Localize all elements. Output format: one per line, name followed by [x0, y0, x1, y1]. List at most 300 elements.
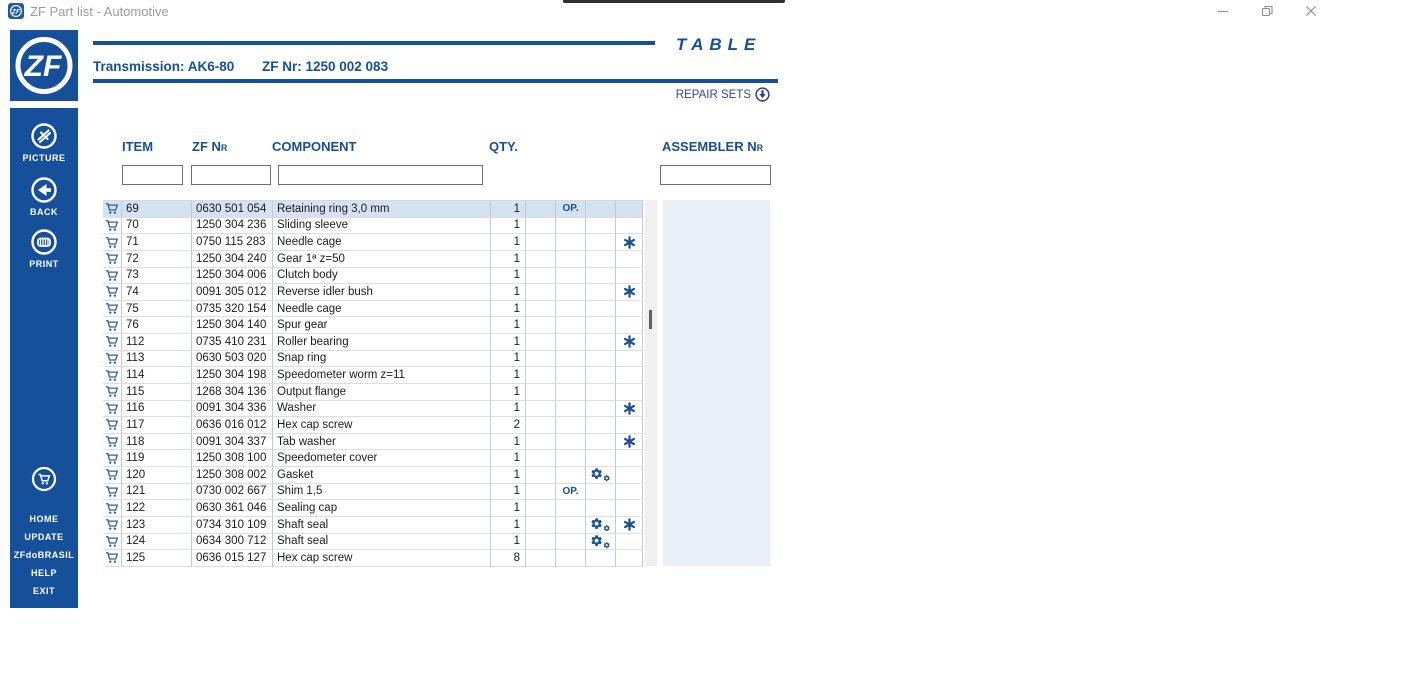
cart-icon[interactable]: [105, 551, 119, 564]
gears-icon: [590, 534, 612, 549]
item-filter-input[interactable]: [122, 165, 183, 185]
cell-op: [555, 218, 585, 235]
sidebar-link-zfdobrasil[interactable]: ZFdoBRASIL: [13, 550, 75, 560]
minimize-button[interactable]: [1206, 0, 1240, 22]
table-row[interactable]: [103, 434, 644, 451]
cell-op: [555, 268, 585, 285]
cell-gears: [585, 500, 615, 517]
cell-qty: 1: [490, 301, 525, 318]
table-row[interactable]: [103, 317, 644, 334]
cart-icon[interactable]: [105, 352, 119, 365]
cell-op: [555, 550, 585, 567]
cell-cart: [103, 301, 121, 318]
cart-icon[interactable]: [105, 285, 119, 298]
cell-item: 71: [121, 234, 191, 251]
gearbox-parts-icon: [30, 122, 58, 150]
cell-zf-nr: 0091 305 012: [191, 284, 272, 301]
cell-asterisk: [615, 384, 643, 401]
restore-button[interactable]: [1250, 0, 1284, 22]
cell-asterisk: [615, 517, 643, 534]
cell-component: Retaining ring 3,0 mm: [272, 201, 490, 218]
column-header-item: ITEM: [122, 139, 154, 154]
cell-cart: [103, 268, 121, 285]
cart-icon[interactable]: [105, 468, 119, 481]
zf-logo: [10, 30, 78, 101]
cart-icon[interactable]: [105, 202, 119, 215]
table-row[interactable]: [103, 534, 644, 551]
header-rule-top: [93, 41, 655, 45]
minimize-icon: [1217, 5, 1229, 17]
cart-icon[interactable]: [105, 485, 119, 498]
cell-cart: [103, 334, 121, 351]
cell-zf-nr: 0734 310 109: [191, 517, 272, 534]
cell-op: [555, 434, 585, 451]
transmission-label: Transmission: AK6-80: [93, 59, 235, 74]
column-header-zf-nr: ZF Nr: [192, 139, 228, 154]
assembler-column-panel: [663, 200, 770, 566]
cart-icon[interactable]: [105, 535, 119, 548]
cell-zf-nr: 1268 304 136: [191, 384, 272, 401]
asterisk-icon: [623, 435, 636, 448]
asterisk-icon: [623, 518, 636, 531]
asterisk-icon: [623, 402, 636, 415]
cell-gears: [585, 284, 615, 301]
zf-nr-filter-input[interactable]: [191, 165, 271, 185]
cell-qty: 1: [490, 284, 525, 301]
cell-asterisk: [615, 434, 643, 451]
cart-icon[interactable]: [105, 452, 119, 465]
cell-gears: [585, 450, 615, 467]
cart-icon[interactable]: [105, 236, 119, 249]
cell-qty: 2: [490, 417, 525, 434]
cell-zf-nr: 1250 304 236: [191, 218, 272, 235]
down-arrow-circle-icon: [755, 87, 770, 102]
cell-zf-nr: 1250 308 100: [191, 450, 272, 467]
cell-blank: [525, 251, 555, 268]
cell-qty: 1: [490, 367, 525, 384]
cell-blank: [525, 367, 555, 384]
cell-op: [555, 500, 585, 517]
cell-zf-nr: 1250 304 240: [191, 251, 272, 268]
asterisk-icon: [623, 236, 636, 249]
cell-component: Snap ring: [272, 351, 490, 368]
cart-icon[interactable]: [105, 518, 119, 531]
cell-zf-nr: 0730 002 667: [191, 484, 272, 501]
cell-component: Needle cage: [272, 301, 490, 318]
cart-icon[interactable]: [105, 385, 119, 398]
table-row[interactable]: [103, 550, 644, 567]
cart-icon[interactable]: [105, 402, 119, 415]
cell-cart: [103, 218, 121, 235]
cell-gears: [585, 268, 615, 285]
repair-sets-label: REPAIR SETS: [675, 88, 751, 101]
cell-op: [555, 251, 585, 268]
cell-gears: [585, 251, 615, 268]
cell-blank: [525, 500, 555, 517]
cell-blank: [525, 517, 555, 534]
column-header-assembler-nr: ASSEMBLER Nr: [662, 139, 764, 154]
cell-asterisk: [615, 351, 643, 368]
cell-component: Clutch body: [272, 268, 490, 285]
cell-qty: 1: [490, 517, 525, 534]
cell-zf-nr: 0735 410 231: [191, 334, 272, 351]
cell-qty: 1: [490, 234, 525, 251]
gears-icon: [590, 517, 612, 532]
cell-op: [555, 401, 585, 418]
cell-cart: [103, 201, 121, 218]
cell-item: 122: [121, 500, 191, 517]
cell-component: Washer: [272, 401, 490, 418]
cell-cart: [103, 401, 121, 418]
back-label: BACK: [30, 207, 58, 217]
cell-gears: [585, 301, 615, 318]
table-row[interactable]: [103, 500, 644, 517]
cell-qty: 1: [490, 500, 525, 517]
table-scrollbar: [645, 200, 657, 566]
cell-qty: 1: [490, 484, 525, 501]
cell-op: [555, 384, 585, 401]
cell-blank: [525, 550, 555, 567]
cell-zf-nr: 1250 304 198: [191, 367, 272, 384]
svg-text:ZF: ZF: [12, 8, 20, 16]
cell-blank: [525, 284, 555, 301]
cell-gears: [585, 401, 615, 418]
cell-asterisk: [615, 284, 643, 301]
cell-component: Sliding sleeve: [272, 218, 490, 235]
cell-blank: [525, 218, 555, 235]
cell-zf-nr: 0634 300 712: [191, 534, 272, 551]
cell-blank: [525, 434, 555, 451]
gears-icon: [590, 467, 612, 482]
cell-op: [555, 450, 585, 467]
cell-op: [555, 284, 585, 301]
cell-blank: [525, 317, 555, 334]
cell-gears: [585, 550, 615, 567]
cell-op: OP.: [555, 484, 585, 501]
cell-op: [555, 334, 585, 351]
cell-item: 72: [121, 251, 191, 268]
cell-cart: [103, 317, 121, 334]
cell-asterisk: [615, 484, 643, 501]
cell-op: [555, 367, 585, 384]
cell-gears: [585, 534, 615, 551]
cell-op: [555, 317, 585, 334]
cell-component: Needle cage: [272, 234, 490, 251]
sidebar-link-home[interactable]: HOME: [29, 514, 59, 524]
table-row[interactable]: [103, 467, 644, 484]
cell-asterisk: [615, 401, 643, 418]
cell-zf-nr: 0630 501 054: [191, 201, 272, 218]
cell-component: Spur gear: [272, 317, 490, 334]
cell-gears: [585, 434, 615, 451]
table-row[interactable]: [103, 301, 644, 318]
table-row[interactable]: [103, 450, 644, 467]
cell-asterisk: [615, 467, 643, 484]
cell-cart: [103, 417, 121, 434]
cell-op: [555, 534, 585, 551]
cell-gears: [585, 467, 615, 484]
table-row[interactable]: [103, 351, 644, 368]
cell-cart: [103, 517, 121, 534]
cell-op: [555, 467, 585, 484]
cell-component: Sealing cap: [272, 500, 490, 517]
cell-cart: [103, 550, 121, 567]
cell-gears: [585, 218, 615, 235]
cell-asterisk: [615, 500, 643, 517]
cell-zf-nr: 0636 015 127: [191, 550, 272, 567]
cell-zf-nr: 1250 304 140: [191, 317, 272, 334]
cell-cart: [103, 534, 121, 551]
cell-gears: [585, 517, 615, 534]
picture-label: PICTURE: [22, 153, 66, 163]
cell-op: [555, 517, 585, 534]
cell-gears: [585, 317, 615, 334]
cell-zf-nr: 0735 320 154: [191, 301, 272, 318]
close-button[interactable]: [1294, 0, 1328, 22]
cell-item: 73: [121, 268, 191, 285]
cell-zf-nr: 1250 304 006: [191, 268, 272, 285]
cell-component: Roller bearing: [272, 334, 490, 351]
assembler-filter-input[interactable]: [660, 165, 771, 185]
cell-item: 113: [121, 351, 191, 368]
cart-icon[interactable]: [105, 219, 119, 232]
print-label: PRINT: [29, 259, 59, 269]
cell-component: Speedometer cover: [272, 450, 490, 467]
restore-icon: [1261, 5, 1273, 17]
cell-cart: [103, 251, 121, 268]
cell-asterisk: [615, 234, 643, 251]
sidebar-link-help[interactable]: HELP: [30, 568, 57, 578]
cell-item: 121: [121, 484, 191, 501]
asterisk-icon: [623, 285, 636, 298]
cell-item: 115: [121, 384, 191, 401]
cell-gears: [585, 334, 615, 351]
repair-sets-button[interactable]: [93, 87, 770, 102]
sidebar: [10, 108, 78, 608]
cell-item: 76: [121, 317, 191, 334]
cell-blank: [525, 301, 555, 318]
table-row[interactable]: [103, 234, 644, 251]
table-row[interactable]: [103, 334, 644, 351]
cell-blank: [525, 450, 555, 467]
cell-item: 117: [121, 417, 191, 434]
cell-qty: 1: [490, 218, 525, 235]
cell-blank: [525, 201, 555, 218]
cell-asterisk: [615, 534, 643, 551]
cell-gears: [585, 351, 615, 368]
cell-cart: [103, 484, 121, 501]
cart-icon[interactable]: [105, 269, 119, 282]
cell-cart: [103, 367, 121, 384]
cart-icon[interactable]: [105, 369, 119, 382]
cell-asterisk: [615, 550, 643, 567]
cell-item: 75: [121, 301, 191, 318]
cell-blank: [525, 401, 555, 418]
cell-component: Output flange: [272, 384, 490, 401]
cell-component: Reverse idler bush: [272, 284, 490, 301]
cell-cart: [103, 450, 121, 467]
picture-button[interactable]: [10, 122, 78, 163]
cell-component: Shim 1,5: [272, 484, 490, 501]
sidebar-link-update[interactable]: UPDATE: [24, 532, 64, 542]
cell-gears: [585, 417, 615, 434]
cell-gears: [585, 234, 615, 251]
zf-nr-label: ZF Nr: 1250 002 083: [262, 59, 389, 74]
close-icon: [1305, 5, 1317, 17]
cell-qty: 1: [490, 268, 525, 285]
cell-asterisk: [615, 450, 643, 467]
cell-cart: [103, 351, 121, 368]
cell-asterisk: [615, 317, 643, 334]
cell-cart: [103, 284, 121, 301]
cell-item: 118: [121, 434, 191, 451]
cell-cart: [103, 434, 121, 451]
printer-icon: [30, 228, 58, 256]
cell-cart: [103, 234, 121, 251]
cell-qty: 1: [490, 317, 525, 334]
screen-top-artifact: [563, 0, 785, 3]
component-filter-input[interactable]: [278, 165, 483, 185]
cart-icon[interactable]: [105, 418, 119, 431]
sidebar-link-exit[interactable]: EXIT: [32, 586, 55, 596]
table-row[interactable]: [103, 218, 644, 235]
table-row[interactable]: [103, 251, 644, 268]
cell-component: Shaft seal: [272, 517, 490, 534]
cell-qty: 1: [490, 534, 525, 551]
print-button[interactable]: [10, 228, 78, 269]
cell-asterisk: [615, 201, 643, 218]
table-row[interactable]: [103, 201, 644, 218]
cell-qty: 1: [490, 384, 525, 401]
table-row[interactable]: [103, 417, 644, 434]
cell-zf-nr: 0630 361 046: [191, 500, 272, 517]
table-row[interactable]: [103, 367, 644, 384]
cell-item: 112: [121, 334, 191, 351]
cell-blank: [525, 467, 555, 484]
table-row[interactable]: [103, 268, 644, 285]
cell-asterisk: [615, 367, 643, 384]
cart-button[interactable]: [10, 466, 78, 492]
cell-cart: [103, 384, 121, 401]
cart-icon[interactable]: [105, 302, 119, 315]
cell-blank: [525, 334, 555, 351]
window-title: ZF Part list - Automotive: [30, 4, 169, 19]
cell-blank: [525, 384, 555, 401]
table-row[interactable]: [103, 384, 644, 401]
cell-zf-nr: 0636 016 012: [191, 417, 272, 434]
column-header-component: COMPONENT: [272, 139, 357, 154]
cell-item: 119: [121, 450, 191, 467]
cell-cart: [103, 500, 121, 517]
header-rule-bottom: [93, 79, 778, 83]
cell-component: Tab washer: [272, 434, 490, 451]
cell-item: 120: [121, 467, 191, 484]
cell-component: Shaft seal: [272, 534, 490, 551]
cell-asterisk: [615, 301, 643, 318]
cell-item: 125: [121, 550, 191, 567]
cell-component: Hex cap screw: [272, 417, 490, 434]
cell-zf-nr: 0750 115 283: [191, 234, 272, 251]
sidebar-links: [10, 510, 78, 600]
cell-component: Hex cap screw: [272, 550, 490, 567]
cart-icon[interactable]: [105, 435, 119, 448]
cell-item: 116: [121, 401, 191, 418]
cell-qty: 1: [490, 351, 525, 368]
cell-asterisk: [615, 218, 643, 235]
cell-op: [555, 301, 585, 318]
svg-text:ZF: ZF: [24, 50, 62, 83]
cell-blank: [525, 417, 555, 434]
table-row[interactable]: [103, 401, 644, 418]
table-row[interactable]: [103, 484, 644, 501]
cell-gears: [585, 367, 615, 384]
cell-zf-nr: 0630 503 020: [191, 351, 272, 368]
cell-gears: [585, 201, 615, 218]
cart-icon[interactable]: [105, 252, 119, 265]
cell-qty: 1: [490, 251, 525, 268]
cell-qty: 1: [490, 334, 525, 351]
asterisk-icon: [623, 335, 636, 348]
cell-qty: 8: [490, 550, 525, 567]
cell-zf-nr: 1250 308 002: [191, 467, 272, 484]
cell-qty: 1: [490, 467, 525, 484]
cell-gears: [585, 484, 615, 501]
cell-blank: [525, 268, 555, 285]
cell-qty: 1: [490, 401, 525, 418]
cell-qty: 1: [490, 201, 525, 218]
cell-cart: [103, 467, 121, 484]
cell-blank: [525, 351, 555, 368]
cell-asterisk: [615, 334, 643, 351]
table-row[interactable]: [103, 517, 644, 534]
column-header-qty: QTY.: [489, 139, 518, 154]
cell-item: 74: [121, 284, 191, 301]
cell-item: 114: [121, 367, 191, 384]
cell-blank: [525, 234, 555, 251]
cell-item: 123: [121, 517, 191, 534]
back-arrow-icon: [30, 176, 58, 204]
view-label: TABLE: [676, 35, 762, 54]
cell-zf-nr: 0091 304 337: [191, 434, 272, 451]
cell-item: 69: [121, 201, 191, 218]
cell-asterisk: [615, 417, 643, 434]
cart-icon[interactable]: [105, 502, 119, 515]
cell-item: 70: [121, 218, 191, 235]
cell-item: 124: [121, 534, 191, 551]
cell-op: OP.: [555, 201, 585, 218]
cell-op: [555, 351, 585, 368]
cell-op: [555, 417, 585, 434]
cell-component: Gear 1ª z=50: [272, 251, 490, 268]
parts-table-body: [103, 200, 644, 567]
table-row[interactable]: [103, 284, 644, 301]
cell-component: Gasket: [272, 467, 490, 484]
cell-op: [555, 234, 585, 251]
scrollbar-thumb[interactable]: [649, 310, 652, 329]
cell-zf-nr: 0091 304 336: [191, 401, 272, 418]
app-icon: [8, 3, 24, 19]
shopping-cart-icon: [31, 466, 57, 492]
cell-asterisk: [615, 251, 643, 268]
cell-qty: 1: [490, 434, 525, 451]
cell-component: Speedometer worm z=11: [272, 367, 490, 384]
cart-icon[interactable]: [105, 335, 119, 348]
back-button[interactable]: [10, 176, 78, 217]
cart-icon[interactable]: [105, 319, 119, 332]
cell-gears: [585, 384, 615, 401]
cell-asterisk: [615, 268, 643, 285]
cell-blank: [525, 534, 555, 551]
